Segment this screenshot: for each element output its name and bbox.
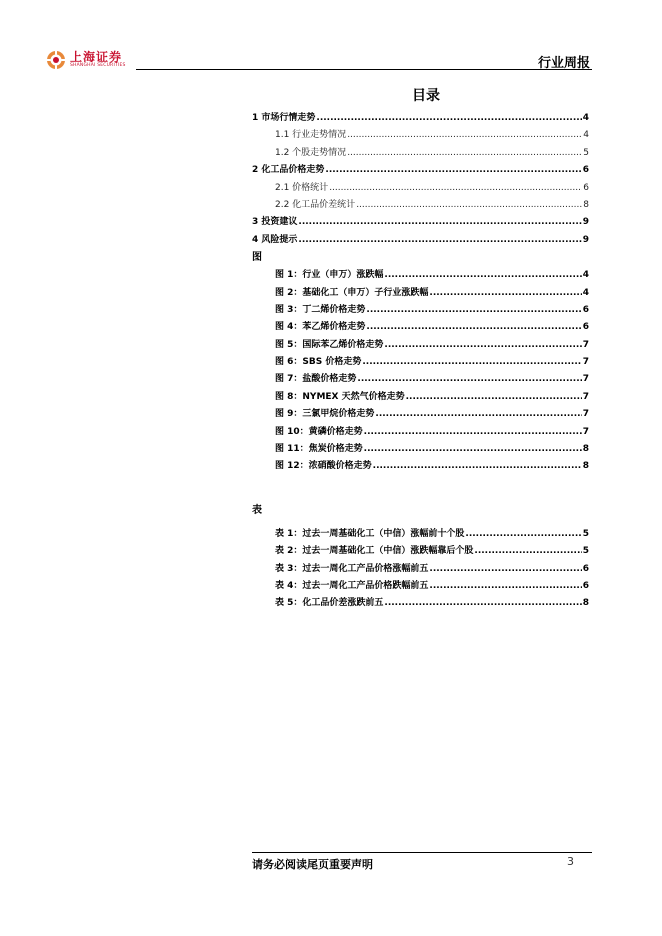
toc-entry-page: 8 <box>582 598 589 609</box>
toc-figure-entry[interactable] <box>252 406 589 423</box>
toc-figure-entry[interactable] <box>252 354 589 371</box>
toc-entry-label: 图 11：焦炭价格走势 <box>275 444 363 455</box>
toc-entry-label: 图 6：SBS 价格走势 <box>275 357 362 368</box>
dot-leader <box>384 267 581 284</box>
toc-entry-label: 1 市场行情走势 <box>252 112 316 123</box>
toc-entry-label: 图 8：NYMEX 天然气价格走势 <box>275 391 405 402</box>
toc-figure-entry[interactable] <box>252 285 589 302</box>
toc-section-entry[interactable] <box>252 180 589 197</box>
toc-entry-page: 4 <box>582 270 589 281</box>
company-logo <box>46 50 126 70</box>
toc-section-entry[interactable] <box>252 232 589 249</box>
figures-list <box>252 267 589 476</box>
toc-entry-page: 8 <box>582 461 589 472</box>
toc-entry-page: 5 <box>582 528 589 539</box>
toc-figure-entry[interactable] <box>252 267 589 284</box>
dot-leader <box>364 441 582 458</box>
dot-leader <box>298 232 581 249</box>
dot-leader <box>364 424 582 441</box>
toc-entry-page: 9 <box>582 217 589 228</box>
table-of-contents <box>252 85 589 613</box>
dot-leader <box>347 127 582 144</box>
dot-leader <box>375 406 581 423</box>
toc-figure-entry[interactable] <box>252 441 589 458</box>
page-header <box>0 0 662 80</box>
toc-entry-page: 9 <box>582 234 589 245</box>
toc-entry-label: 1.1 行业走势情况 <box>275 130 347 141</box>
toc-entry-label: 2.2 化工品价差统计 <box>275 199 356 210</box>
dot-leader <box>429 578 581 595</box>
toc-entry-label: 图 3：丁二烯价格走势 <box>275 304 366 315</box>
dot-leader <box>347 145 582 162</box>
tables-heading: 表 <box>252 504 262 516</box>
disclaimer-notice: 请务必阅读尾页重要声明 <box>252 858 373 871</box>
dot-leader <box>429 561 581 578</box>
toc-entry-label: 图 1：行业（申万）涨跌幅 <box>275 270 384 281</box>
dot-leader <box>357 371 581 388</box>
toc-entry-label: 图 5：国际苯乙烯价格走势 <box>275 339 384 350</box>
dot-leader <box>373 458 582 475</box>
toc-entry-label: 表 5：化工品价差涨跌前五 <box>275 598 384 609</box>
toc-entry-label: 图 12：浓硝酸价格走势 <box>275 461 372 472</box>
toc-entry-label: 表 2：过去一周基础化工（中信）涨跌幅靠后个股 <box>275 546 474 557</box>
dot-leader <box>465 526 581 543</box>
toc-sections <box>252 110 589 249</box>
toc-entry-label: 4 风险提示 <box>252 234 298 245</box>
toc-entry-page: 6 <box>582 322 589 333</box>
toc-entry-page: 7 <box>582 339 589 350</box>
dot-leader <box>366 302 581 319</box>
toc-entry-page: 7 <box>582 426 589 437</box>
dot-leader <box>298 214 581 231</box>
dot-leader <box>429 285 581 302</box>
toc-section-entry[interactable] <box>252 214 589 231</box>
toc-entry-page: 6 <box>583 182 589 193</box>
toc-entry-label: 表 3：过去一周化工产品价格涨幅前五 <box>275 563 429 574</box>
dot-leader <box>316 110 581 127</box>
toc-entry-page: 7 <box>582 374 589 385</box>
dot-leader <box>356 197 582 214</box>
toc-section-entry[interactable] <box>252 197 589 214</box>
toc-entry-label: 1.2 个股走势情况 <box>275 147 347 158</box>
toc-entry-page: 6 <box>582 304 589 315</box>
toc-entry-page: 4 <box>582 112 589 123</box>
logo-chinese-name: 上海证券 <box>70 50 123 65</box>
footer-divider <box>252 852 592 853</box>
toc-table-entry[interactable] <box>252 578 589 595</box>
dot-leader <box>366 319 581 336</box>
figures-heading: 图 <box>252 252 262 264</box>
logo-emblem-icon <box>46 50 66 70</box>
toc-section-entry[interactable] <box>252 110 589 127</box>
dot-leader <box>362 354 581 371</box>
document-type: 行业周报 <box>537 56 590 71</box>
toc-figure-entry[interactable] <box>252 458 589 475</box>
toc-figure-entry[interactable] <box>252 302 589 319</box>
tables-list <box>252 526 589 613</box>
toc-entry-page: 7 <box>582 409 589 420</box>
toc-figure-entry[interactable] <box>252 337 589 354</box>
toc-entry-page: 6 <box>582 580 589 591</box>
toc-entry-page: 8 <box>582 444 589 455</box>
dot-leader <box>384 337 581 354</box>
toc-entry-label: 3 投资建议 <box>252 217 298 228</box>
logo-english-name: SHANGHAI SECURITIES <box>70 63 126 69</box>
header-divider <box>136 69 592 70</box>
toc-figure-entry[interactable] <box>252 389 589 406</box>
toc-entry-page: 6 <box>582 165 589 176</box>
toc-section-entry[interactable] <box>252 127 589 144</box>
dot-leader <box>325 162 581 179</box>
toc-figure-entry[interactable] <box>252 319 589 336</box>
page-number: 3 <box>567 855 574 868</box>
toc-entry-label: 2 化工品价格走势 <box>252 165 325 176</box>
toc-table-entry[interactable] <box>252 543 589 560</box>
dot-leader <box>474 543 581 560</box>
toc-entry-label: 表 4：过去一周化工产品价格跌幅前五 <box>275 580 429 591</box>
toc-entry-page: 8 <box>583 199 589 210</box>
toc-section-entry[interactable] <box>252 145 589 162</box>
toc-section-entry[interactable] <box>252 162 589 179</box>
toc-table-entry[interactable] <box>252 526 589 543</box>
toc-entry-label: 图 10：黄磷价格走势 <box>275 426 363 437</box>
dot-leader <box>406 389 582 406</box>
toc-entry-label: 图 4：苯乙烯价格走势 <box>275 322 366 333</box>
toc-table-entry[interactable] <box>252 595 589 612</box>
toc-table-entry[interactable] <box>252 561 589 578</box>
toc-figure-entry[interactable] <box>252 371 589 388</box>
toc-entry-page: 6 <box>582 563 589 574</box>
toc-entry-label: 图 2：基础化工（申万）子行业涨跌幅 <box>275 287 429 298</box>
toc-entry-label: 2.1 价格统计 <box>275 182 329 193</box>
toc-figure-entry[interactable] <box>252 424 589 441</box>
toc-entry-page: 7 <box>582 391 589 402</box>
dot-leader <box>384 595 581 612</box>
toc-entry-page: 5 <box>582 546 589 557</box>
toc-title: 目录 <box>412 88 440 104</box>
toc-entry-page: 7 <box>582 357 589 368</box>
toc-entry-label: 图 7：盐酸价格走势 <box>275 374 357 385</box>
toc-entry-page: 4 <box>582 287 589 298</box>
dot-leader <box>329 180 582 197</box>
toc-entry-label: 表 1：过去一周基础化工（中信）涨幅前十个股 <box>275 528 465 539</box>
toc-entry-page: 5 <box>583 147 589 158</box>
toc-entry-page: 4 <box>583 130 589 141</box>
toc-entry-label: 图 9：三氯甲烷价格走势 <box>275 409 375 420</box>
